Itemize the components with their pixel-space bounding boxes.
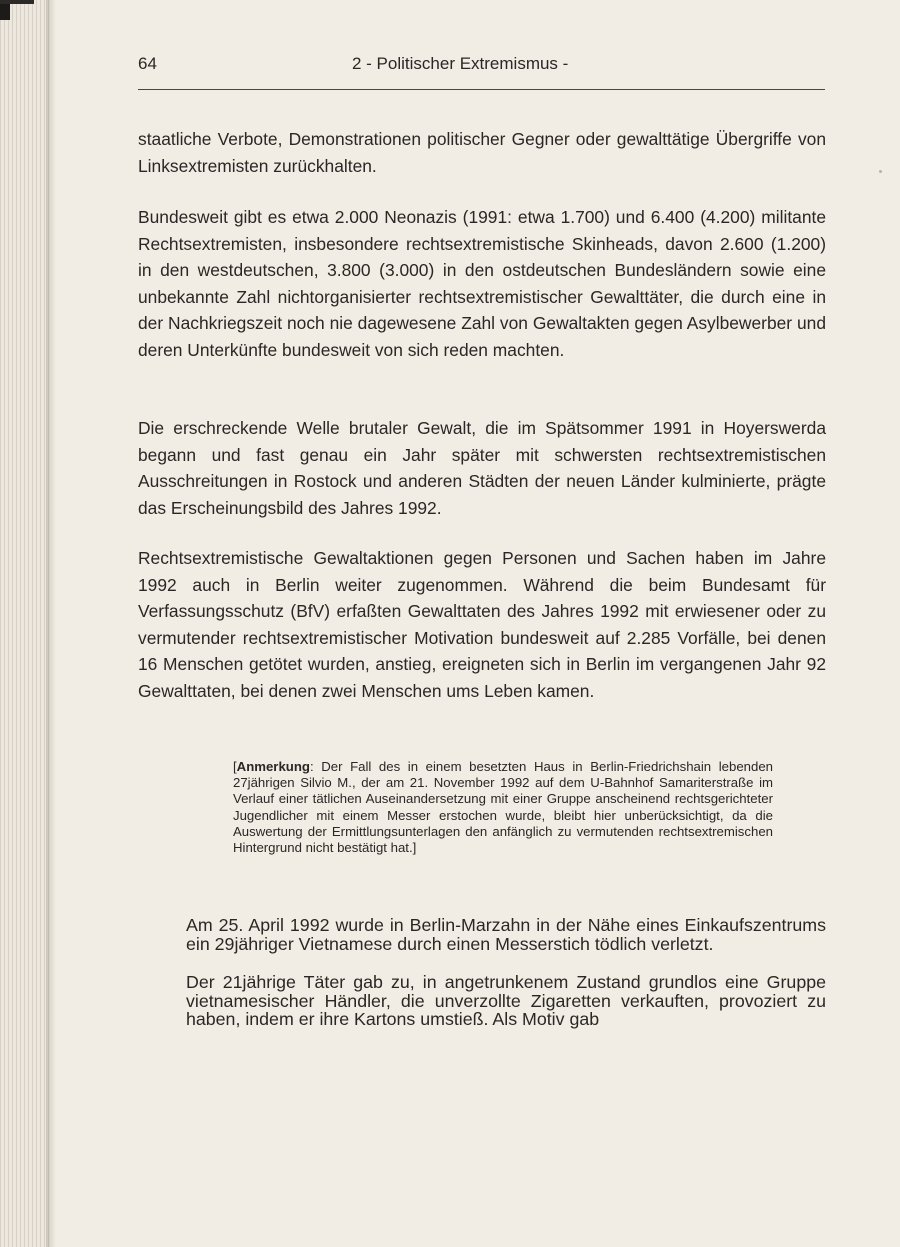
note-label: Anmerkung xyxy=(236,759,310,774)
note-open-bracket: [ xyxy=(233,759,237,774)
binding-shadow xyxy=(46,0,56,1247)
stacked-page-edges xyxy=(0,0,50,1247)
note-text: : Der Fall des in einem besetzten Haus in Berlin-Friedrichshain lebenden 27jährigen Silvio M., der am 21. November 1992 auf dem U-Bahnhof Samariterstraße im Verlauf einer tätlichen Auseinandersetzung mit einer Gruppe anscheinend rechtsgerichteter Jugendlicher mit einem Messer erstochen wurde, bleibt hier unberücksichtigt, da die Auswertung der Ermittlungsunterlagen den anfänglich zu vermutenden rechtsextremischen Hintergrund nicht bestätigt hat.] xyxy=(233,759,773,856)
annotation-note xyxy=(233,759,773,856)
paragraph-1: staatliche Verbote, Demonstrationen politischer Gegner oder gewalttätige Übergriffe von Linksextremisten zurückhalten. xyxy=(138,129,826,176)
page-number: 64 xyxy=(138,54,157,73)
header-divider xyxy=(138,89,825,90)
paragraph-5: Am 25. April 1992 wurde in Berlin-Marzahn in der Nähe eines Einkaufszentrums ein 29jähriger Vietnamese durch einen Messerstich tödlich verletzt. xyxy=(186,915,826,954)
paragraph-6: Der 21jährige Täter gab zu, in angetrunkenem Zustand grundlos eine Gruppe vietnamesischer Händler, die unverzollte Zigaretten verkauften, provoziert zu haben, indem er ihre Kartons umstieß. Als Motiv gab xyxy=(186,972,826,1030)
page-header xyxy=(138,52,825,84)
paragraph-4: Rechtsextremistische Gewaltaktionen gegen Personen und Sachen haben im Jahre 1992 auch in Berlin weiter zugenommen. Während die beim Bundesamt für Verfassungsschutz (BfV) erfaßten Gewalttaten des Jahres 1992 mit erwiesener oder zu vermutender rechtsextremistischer Motivation bundesweit auf 2.285 Vorfälle, bei denen 16 Menschen getötet wurden, anstieg, ereigneten sich in Berlin im vergangenen Jahr 92 Gewalttaten, bei denen zwei Menschen ums Leben kamen. xyxy=(138,548,826,701)
scan-corner-line xyxy=(0,0,34,4)
running-title: 2 - Politischer Extremismus - xyxy=(352,54,569,73)
paper-speck xyxy=(879,170,882,173)
paragraph-3: Die erschreckende Welle brutaler Gewalt, die im Spätsommer 1991 in Hoyerswerda begann und fast genau ein Jahr später mit schwersten rechtsextremistischen Ausschreitungen in Rostock und anderen Städten der neuen Länder kulminierte, prägte das Erscheinungsbild des Jahres 1992. xyxy=(138,418,826,518)
paragraph-2: Bundesweit gibt es etwa 2.000 Neonazis (1991: etwa 1.700) und 6.400 (4.200) militante Rechtsextremisten, insbesondere rechtsextremistische Skinheads, davon 2.600 (1.200) in den westdeutschen, 3.800 (3.000) in den ostdeutschen Bundesländern sowie eine unbekannte Zahl nichtorganisierter rechtsextremistischer Gewalttäter, die durch eine in der Nachkriegszeit noch nie dagewesene Zahl von Gewaltakten gegen Asylbewerber und deren Unterkünfte bundesweit von sich reden machten. xyxy=(138,207,826,360)
